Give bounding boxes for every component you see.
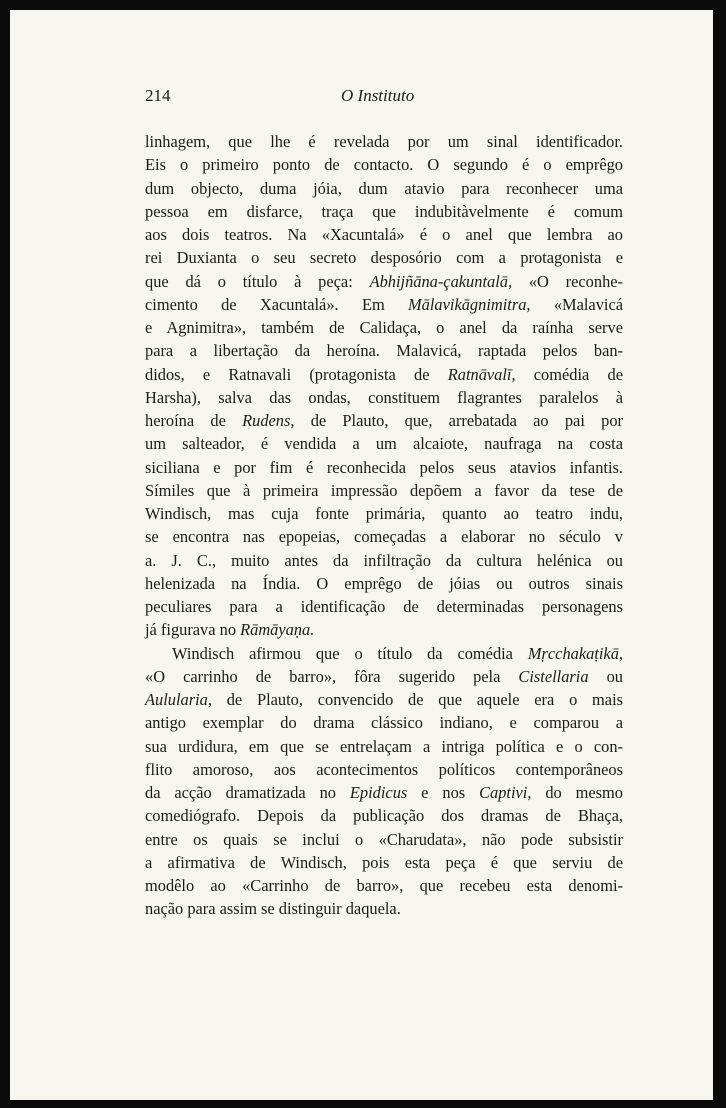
text-run: «Malavicá [530, 294, 623, 314]
text-line [145, 200, 623, 223]
body-text [145, 130, 623, 921]
text-line [145, 804, 623, 827]
book-page [10, 10, 713, 1100]
text-line [145, 502, 623, 525]
text-run: ou [588, 666, 623, 686]
text-run: um salteador, é vendida a um alcaiote, naufraga na costa [145, 434, 623, 454]
text-run: flito amoroso, aos acontecimentos políticos contemporâneos [145, 759, 623, 779]
text-line [145, 153, 623, 176]
page-header [145, 86, 625, 108]
text-run: Windisch, mas cuja fonte primária, quanto ao teatro indu, [145, 504, 623, 523]
text-line [145, 223, 623, 246]
text-line [145, 456, 623, 479]
text-line [145, 642, 623, 665]
text-line [145, 688, 623, 711]
text-run: Harsha), salva das ondas, constituem flagrantes paralelos à [145, 387, 623, 407]
text-line [145, 386, 623, 409]
text-run: que dá o título à peça: [145, 271, 370, 291]
text-line [145, 409, 623, 432]
italic-text-run: Abhijñāna-çakuntalā, [369, 271, 513, 291]
text-run: heroína de [145, 411, 243, 430]
text-run: e Agnimitra», também de Calidaça, o anel da raínha serve [145, 318, 623, 337]
text-line [145, 246, 623, 269]
page-number: 214 [145, 86, 171, 105]
text-run: a afirmativa de Windisch, pois esta peça é que serviu de [145, 852, 623, 872]
text-run: se encontra nas epopeias, começadas a elaborar no século v [145, 527, 623, 547]
italic-text-run: Ratnāvalī, [447, 364, 516, 384]
text-run: da acção dramatizada no [145, 783, 350, 802]
text-run: aos dois teatros. Na «Xacuntalá» é o anel que lembra ao [145, 225, 623, 244]
text-line [145, 572, 623, 595]
text-line [145, 479, 623, 502]
italic-text-run: Mālavikāgnimitra, [408, 294, 531, 314]
text-run: rei Duxianta o seu secreto desposório com a protagonista e [145, 248, 623, 268]
text-run: pessoa em disfarce, traça que indubitàvelmente é comum [145, 201, 623, 221]
text-line [145, 735, 623, 758]
text-line [145, 549, 623, 572]
text-line [145, 363, 623, 386]
text-run: de Plauto, convencido de que aquele era o mais [211, 690, 623, 709]
text-line [145, 339, 623, 362]
text-line [145, 293, 623, 316]
text-run: cimento de Xacuntalá». Em [145, 294, 409, 314]
text-run: comediógrafo. Depois da publicação dos dramas de Bhaça, [145, 806, 623, 826]
text-run: Windisch afirmou que o título da comédia [172, 643, 528, 663]
text-run: siciliana e por fim é reconhecida pelos seus atavios infantis. [145, 457, 623, 477]
text-run: «O reconhe- [512, 271, 623, 291]
text-run: «O carrinho de barro», fôra sugerido pela [145, 666, 519, 686]
text-line [145, 316, 623, 339]
text-run: sua urdidura, em que se entrelaçam a intriga política e o con- [145, 736, 623, 756]
italic-text-run: Aulularia, [145, 690, 212, 709]
text-run: didos, e Ratnavali (protagonista de [145, 364, 448, 384]
text-run: peculiares para a identificação de determinadas personagens [145, 597, 623, 616]
text-run: linhagem, que lhe é revelada por um sinal identificador. [145, 132, 623, 151]
italic-text-run: Mṛcchakaṭikā, [527, 643, 623, 663]
text-run: a. J. C., muito antes da infiltração da cultura helénica ou [145, 550, 623, 570]
text-run: de Plauto, que, arrebatada ao pai por [294, 411, 623, 430]
text-line [145, 525, 623, 548]
text-run: já figurava no [145, 620, 241, 640]
text-run: comédia de [515, 364, 623, 384]
text-line [145, 781, 623, 804]
text-line [145, 270, 623, 293]
text-line [145, 432, 623, 455]
italic-text-run: Cistellaria [518, 666, 589, 686]
text-line [145, 874, 623, 897]
text-run: para a libertação da heroína. Malavicá, raptada pelos ban- [145, 341, 623, 361]
text-run: antigo exemplar do drama clássico indiano, e comparou a [145, 713, 623, 733]
text-run: helenizada na Índia. O emprêgo de jóias ou outros sinais [145, 573, 623, 593]
running-title: O Instituto [341, 86, 415, 105]
text-line [145, 618, 623, 641]
text-run: nação para assim se distinguir daquela. [145, 899, 401, 919]
text-run: dum objecto, duma jóia, dum atavio para reconhecer uma [145, 178, 623, 198]
text-line [145, 665, 623, 688]
text-run: entre os quais se inclui o «Charudata», não pode subsistir [145, 829, 623, 849]
text-line [145, 711, 623, 734]
italic-text-run: Captivi, [479, 783, 532, 802]
text-run: Símiles que à primeira impressão depõem a favor da tese de [145, 480, 623, 500]
text-line [145, 130, 623, 153]
text-run: do mesmo [531, 783, 623, 802]
text-line [145, 177, 623, 200]
text-run: modêlo ao «Carrinho de barro», que recebeu esta denomi- [145, 876, 623, 895]
text-run: e nos [407, 783, 480, 802]
text-line [145, 595, 623, 618]
italic-text-run: Rāmāyaṇa. [240, 620, 315, 640]
italic-text-run: Rudens, [242, 411, 295, 430]
text-run: Eis o primeiro ponto de contacto. O segundo é o emprêgo [145, 155, 623, 175]
text-line [145, 897, 623, 920]
text-line [145, 758, 623, 781]
text-line [145, 851, 623, 874]
italic-text-run: Epidicus [349, 783, 408, 802]
text-line [145, 828, 623, 851]
